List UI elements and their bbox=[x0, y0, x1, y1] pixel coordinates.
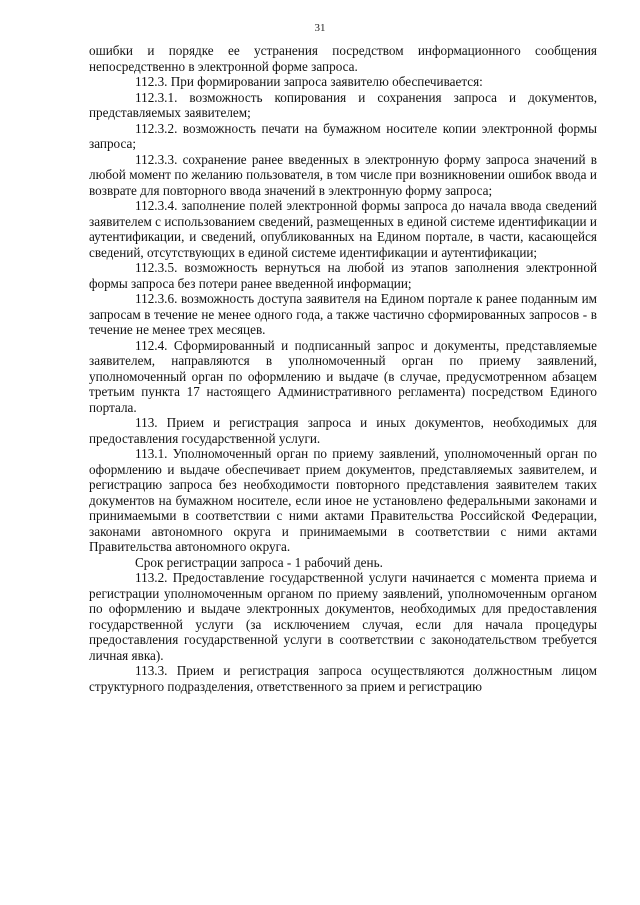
paragraph-112-3-2: 112.3.2. возможность печати на бумажном носителе копии электронной формы запроса; bbox=[89, 120, 597, 151]
paragraph-113-1: 113.1. Уполномоченный орган по приему заявлений, уполномоченный орган по оформлению и выдаче обеспечивает прием документов, представляемых заявителем, и регистрацию запроса без необходимости повторного представления заявителем таких документов на бумажном носителе, если иное не установлено федеральными законами и принимаемыми в соответствии с ними актами Правительства Российской Федерации, законами автономного округа и принимаемыми в соответствии с ними актами Правительства автономного округа. bbox=[89, 446, 597, 554]
paragraph-112-4: 112.4. Сформированный и подписанный запрос и документы, представляемые заявителем, направляются в уполномоченный орган по приему заявлений, уполномоченный орган по оформлению и выдаче (в случае, предусмотренном абзацем третьим пункта 17 настоящего Административного регламента) посредством Единого портала. bbox=[89, 337, 597, 415]
paragraph-112-3-5: 112.3.5. возможность вернуться на любой из этапов заполнения электронной формы запроса без потери ранее введенной информации; bbox=[89, 260, 597, 291]
paragraph-112-3: 112.3. При формировании запроса заявителю обеспечивается: bbox=[135, 74, 483, 89]
paragraph-113-3: 113.3. Прием и регистрация запроса осуществляются должностным лицом структурного подразделения, ответственного за прием и регистрацию bbox=[89, 663, 597, 694]
paragraph-112-3-6: 112.3.6. возможность доступа заявителя на Едином портале к ранее поданным им запросам в течение не менее одного года, а также частично сформированных запросов - в течение не менее трех месяцев. bbox=[89, 291, 597, 337]
paragraph-continuation: ошибки и порядке ее устранения посредством информационного сообщения непосредственно в электронной форме запроса. bbox=[89, 43, 597, 74]
page-number: 31 bbox=[314, 22, 326, 34]
paragraph-112-3-1: 112.3.1. возможность копирования и сохранения запроса и документов, представляемых заявителем; bbox=[89, 89, 597, 120]
paragraph-112-3-3: 112.3.3. сохранение ранее введенных в электронную форму запроса значений в любой момент по желанию пользователя, в том числе при возникновении ошибок ввода и возврате для повторного ввода значений в электронную форму запроса; bbox=[89, 151, 597, 198]
paragraph-registration-term: Срок регистрации запроса - 1 рабочий день. bbox=[135, 554, 383, 570]
paragraph-113: 113. Прием и регистрация запроса и иных документов, необходимых для предоставления государственной услуги. bbox=[89, 415, 597, 446]
document-body bbox=[89, 43, 597, 694]
paragraph-112-3-4: 112.3.4. заполнение полей электронной формы запроса до начала ввода сведений заявителем с использованием сведений, размещенных в единой системе идентификации и аутентификации, и сведений, опубликованных на Едином портале, в части, касающейся сведений, отсутствующих в единой системе идентификации и аутентификации; bbox=[89, 198, 597, 260]
paragraph-113-2: 113.2. Предоставление государственной услуги начинается с момента приема и регистрации уполномоченным органом по приему заявлений, уполномоченным органом по оформлению и выдаче электронных документов, необходимых для предоставления государственной услуги (за исключением случая, если для начала процедуры предоставления государственной услуги в соответствии с законодательством требуется личная явка). bbox=[89, 570, 597, 663]
